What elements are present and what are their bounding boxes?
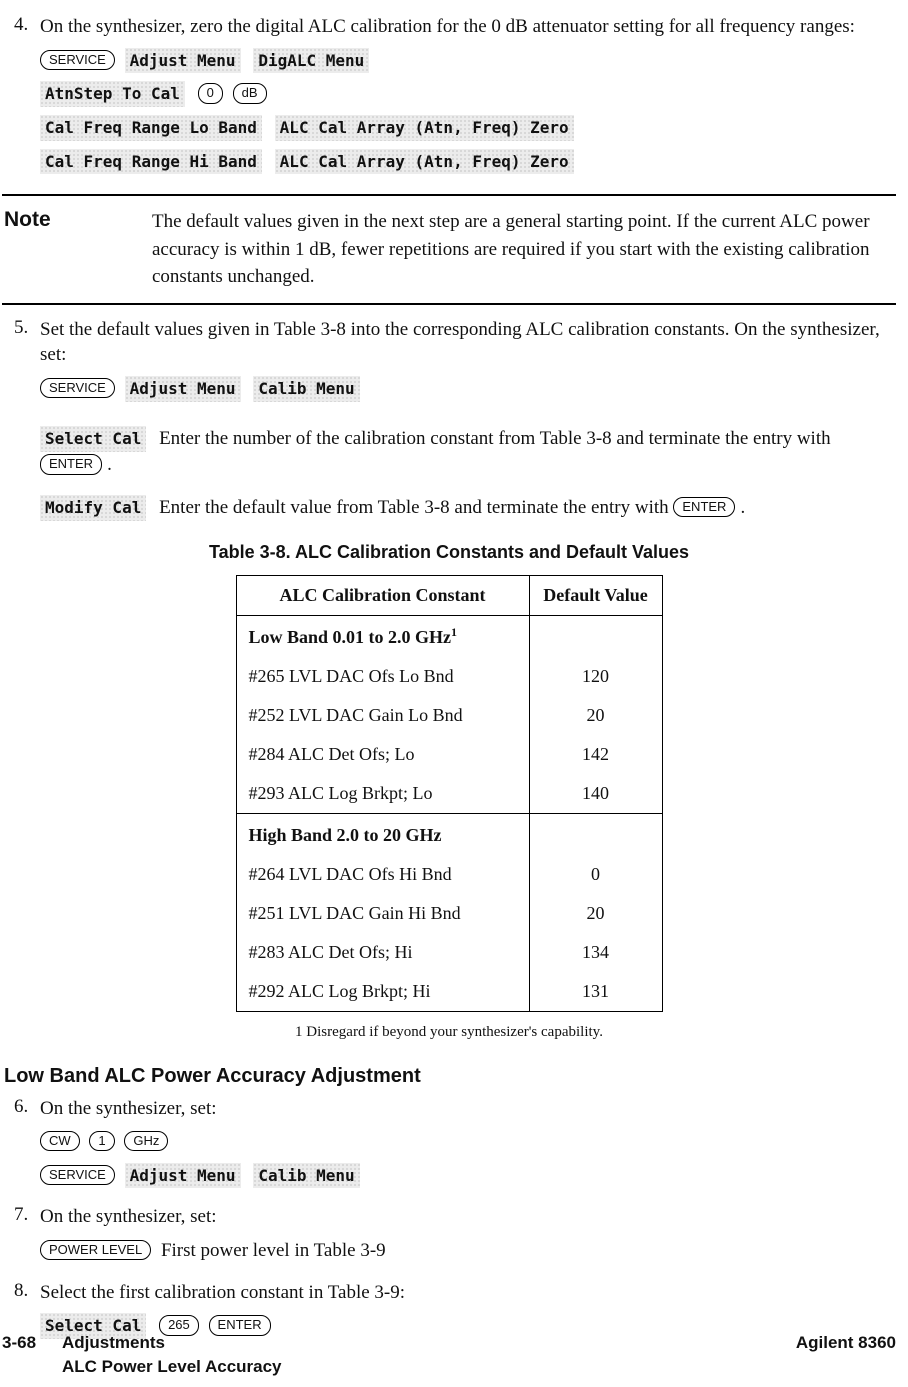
step-6-keyline-1 <box>40 1129 896 1155</box>
step-5 <box>14 317 896 410</box>
table-header-row <box>236 575 662 615</box>
step-4 <box>14 14 896 182</box>
step-4-number: 4. <box>14 14 29 35</box>
softkey-digalc-menu: DigALC Menu <box>253 48 369 74</box>
table-row <box>236 894 662 933</box>
step-4-text: On the synthesizer, zero the digital ALC calibration for the 0 dB attenuator setting for all frequency ranges: <box>40 16 855 37</box>
default-value: 134 <box>582 941 609 962</box>
service-key: SERVICE <box>40 50 115 70</box>
step-6-keyline-2 <box>40 1163 896 1189</box>
step-5-keyline <box>40 376 896 402</box>
db-key: dB <box>233 83 267 103</box>
modify-cal-text: Enter the default value from Table 3-8 and terminate the entry with <box>159 496 669 518</box>
step-5-text: Set the default values given in Table 3-8 into the corresponding ALC calibration constants. On the synthesizer, set: <box>40 318 880 366</box>
table-section-high-band <box>236 813 662 855</box>
cal-constant: #284 ALC Det Ofs; Lo <box>236 735 529 774</box>
softkey-adjust-menu: Adjust Menu <box>125 376 241 402</box>
step-6 <box>14 1096 896 1197</box>
default-value: 142 <box>582 743 609 764</box>
step-7-number: 7. <box>14 1204 29 1226</box>
note-label: Note <box>4 208 51 232</box>
softkey-calib-menu: Calib Menu <box>253 1163 359 1189</box>
softkey-alc-cal-array-zero: ALC Cal Array (Atn, Freq) Zero <box>275 115 574 141</box>
cal-constant: #292 ALC Log Brkpt; Hi <box>236 972 529 1012</box>
table-3-8-block <box>2 542 896 1041</box>
ghz-key: GHz <box>124 1131 168 1151</box>
table-row <box>236 657 662 696</box>
col-header-default-value: Default Value <box>529 575 662 615</box>
service-key: SERVICE <box>40 378 115 398</box>
enter-key: ENTER <box>40 454 102 474</box>
table-3-8-title: Table 3-8. ALC Calibration Constants and Default Values <box>208 541 690 562</box>
table-row <box>236 774 662 814</box>
softkey-cal-freq-range-lo-band: Cal Freq Range Lo Band <box>40 115 262 141</box>
sentence-period: . <box>740 496 746 518</box>
step-5-number: 5. <box>14 316 29 338</box>
table-row <box>236 855 662 894</box>
cw-key: CW <box>40 1131 80 1151</box>
step-7-after-text: First power level in Table 3-9 <box>160 1240 386 1262</box>
sentence-period: . <box>107 454 112 476</box>
step-4-keyline-2 <box>40 81 896 107</box>
low-band-header: Low Band 0.01 to 2.0 GHz <box>248 626 452 647</box>
cal-constant: #264 LVL DAC Ofs Hi Bnd <box>236 855 529 894</box>
softkey-calib-menu: Calib Menu <box>253 376 359 402</box>
cal-constant: #252 LVL DAC Gain Lo Bnd <box>236 696 529 735</box>
cal-constant: #265 LVL DAC Ofs Lo Bnd <box>236 657 529 696</box>
step-4-keyline-3 <box>40 115 896 141</box>
power-level-key: POWER LEVEL <box>40 1240 151 1260</box>
softkey-select-cal: Select Cal <box>40 1313 146 1339</box>
step-6-number: 6. <box>14 1095 29 1117</box>
step-4-keyline-1 <box>40 48 896 74</box>
cal-constant: #283 ALC Det Ofs; Hi <box>236 933 529 972</box>
note-text: The default values given in the next step are a general starting point. If the current ALC power accuracy is within 1 dB, fewer repetitions are required if you start with the existing calibration constants unchanged. <box>152 211 870 288</box>
softkey-select-cal: Select Cal <box>40 426 146 452</box>
step-6-text: On the synthesizer, set: <box>40 1097 217 1119</box>
page-number: 3-68 <box>2 1333 37 1353</box>
softkey-atnstep-to-cal: AtnStep To Cal <box>40 81 185 107</box>
cal-constant: #293 ALC Log Brkpt; Lo <box>236 774 529 814</box>
page-footer <box>2 1331 896 1379</box>
cal-constant: #251 LVL DAC Gain Hi Bnd <box>236 894 529 933</box>
note-block <box>4 208 896 291</box>
select-cal-text: Enter the number of the calibration constant from Table 3-8 and terminate the entry with <box>159 427 831 449</box>
table-3-8 <box>236 575 663 1012</box>
note-rule-top <box>2 194 896 196</box>
enter-key: ENTER <box>673 497 735 517</box>
footer-product: Agilent 8360 <box>795 1333 896 1353</box>
table-row <box>236 933 662 972</box>
note-rule-bottom <box>2 303 896 305</box>
select-cal-paragraph <box>40 426 896 479</box>
step-7 <box>14 1204 896 1271</box>
step-8-text: Select the first calibration constant in Table 3-9: <box>40 1281 406 1303</box>
step-4-keyline-4 <box>40 149 896 175</box>
softkey-modify-cal: Modify Cal <box>40 495 146 521</box>
modify-cal-paragraph <box>40 495 896 522</box>
high-band-header: High Band 2.0 to 20 GHz <box>248 824 442 845</box>
table-footnote: 1 Disregard if beyond your synthesizer's capability. <box>295 1023 603 1040</box>
step-7-text: On the synthesizer, set: <box>40 1206 217 1228</box>
softkey-alc-cal-array-zero: ALC Cal Array (Atn, Freq) Zero <box>275 149 574 175</box>
service-key: SERVICE <box>40 1165 115 1185</box>
key-265: 265 <box>159 1315 199 1335</box>
default-value: 20 <box>586 902 605 923</box>
col-header-constant: ALC Calibration Constant <box>236 575 529 615</box>
section-heading-low-band-adjustment: Low Band ALC Power Accuracy Adjustment <box>4 1064 421 1087</box>
footer-subsection: ALC Power Level Accuracy <box>62 1357 282 1377</box>
step-7-keyline <box>40 1238 896 1264</box>
table-row <box>236 735 662 774</box>
table-row <box>236 696 662 735</box>
default-value: 140 <box>582 782 609 803</box>
table-row <box>236 972 662 1012</box>
footnote-marker: 1 <box>451 624 458 639</box>
one-key: 1 <box>89 1131 114 1151</box>
softkey-adjust-menu: Adjust Menu <box>125 48 241 74</box>
softkey-cal-freq-range-hi-band: Cal Freq Range Hi Band <box>40 149 262 175</box>
table-section-low-band <box>236 615 662 657</box>
footer-chapter: Adjustments <box>62 1333 165 1353</box>
default-value: 131 <box>582 980 609 1001</box>
softkey-adjust-menu: Adjust Menu <box>125 1163 241 1189</box>
default-value: 20 <box>586 704 605 725</box>
default-value: 0 <box>591 863 600 884</box>
step-8-number: 8. <box>14 1279 29 1301</box>
default-value: 120 <box>582 665 609 686</box>
enter-key: ENTER <box>209 1315 271 1335</box>
zero-key: 0 <box>198 83 223 103</box>
